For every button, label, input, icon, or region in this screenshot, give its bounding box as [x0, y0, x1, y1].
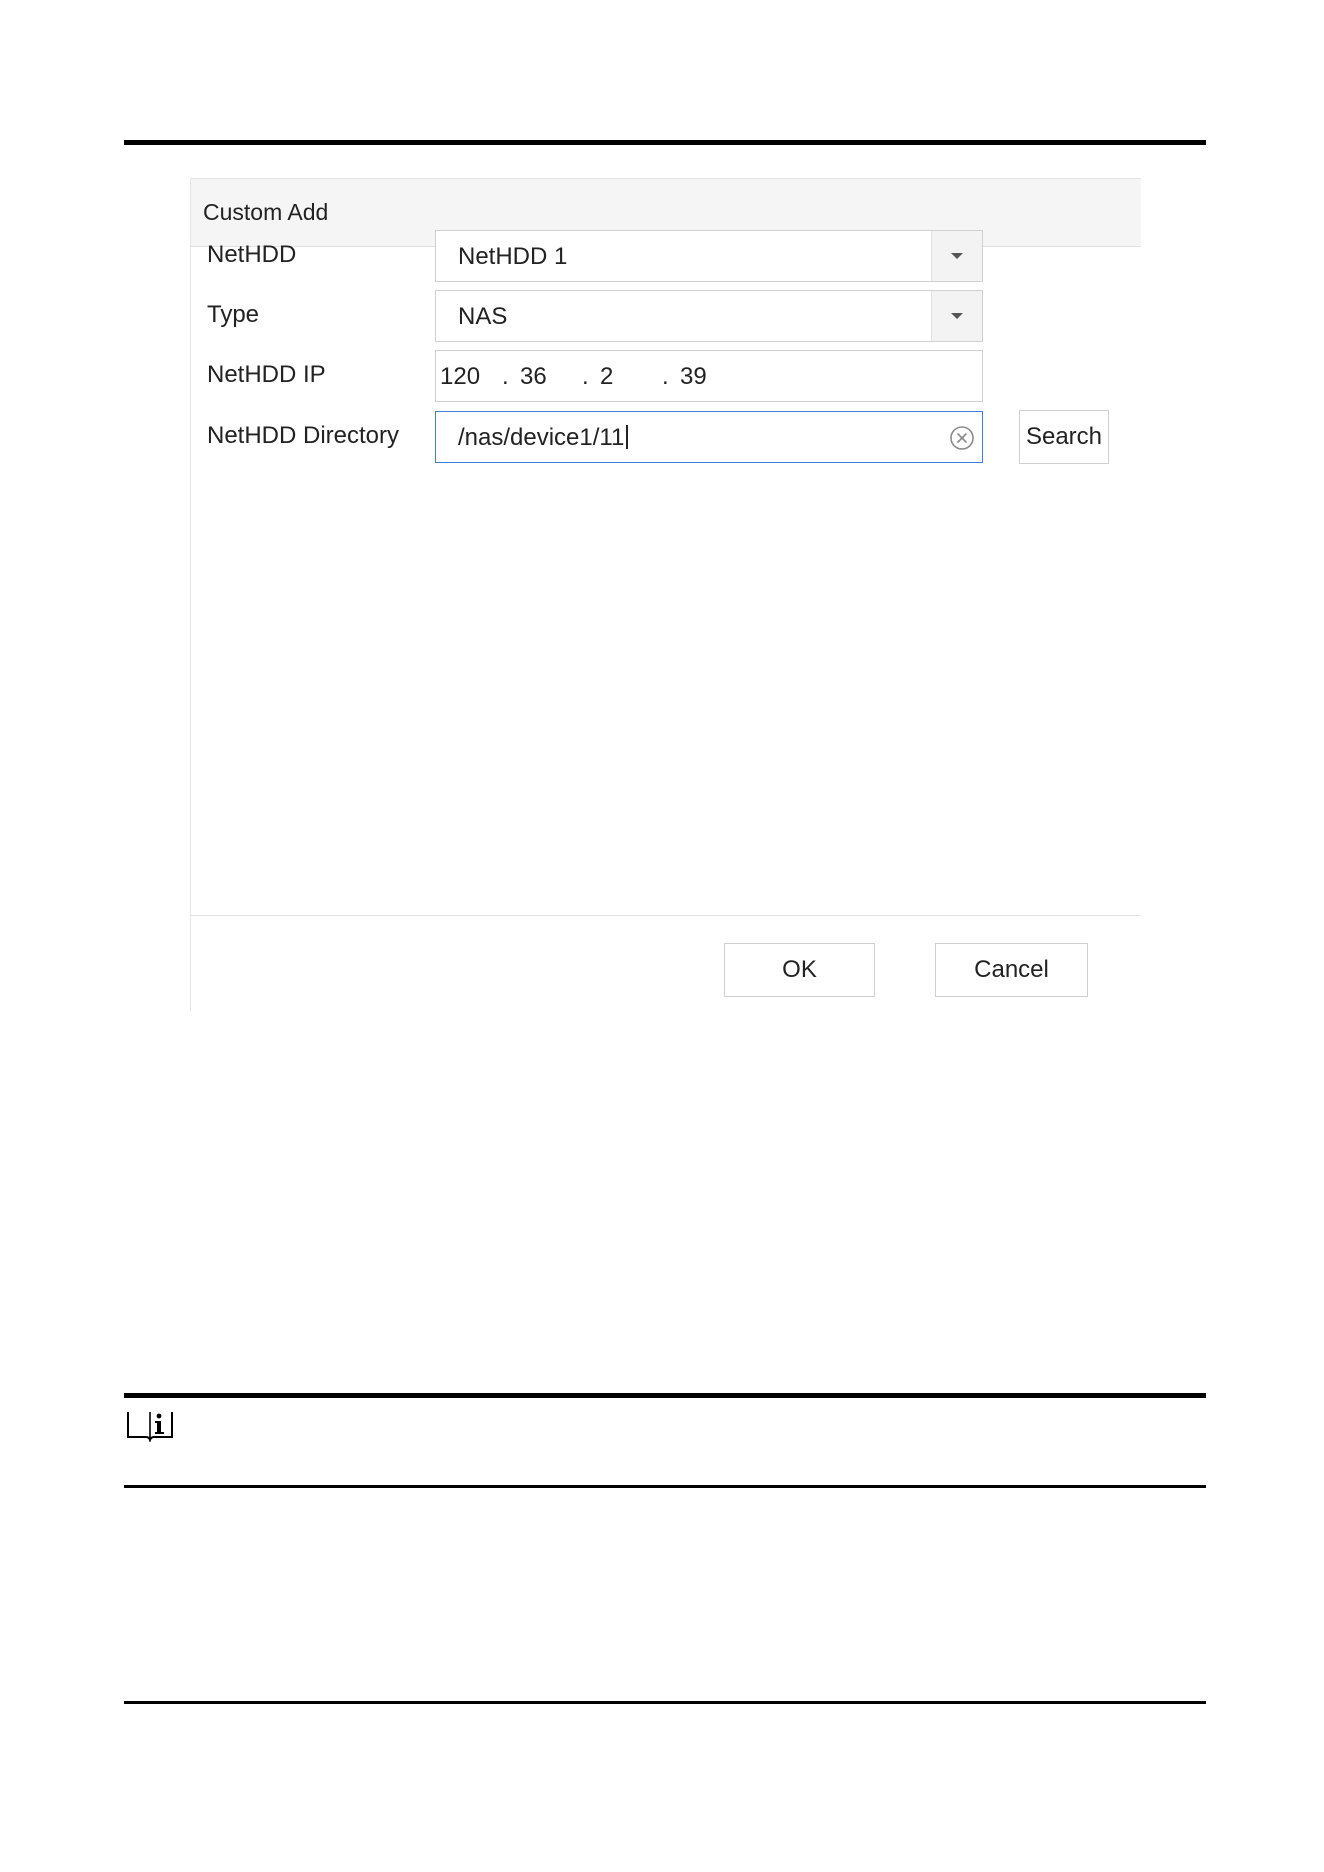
type-value: NAS: [458, 303, 508, 330]
nethdd-dropdown-button[interactable]: [931, 231, 982, 281]
dialog-title: Custom Add: [203, 199, 329, 225]
dialog-footer-divider: [191, 915, 1141, 916]
directory-label: NetHDD Directory: [207, 422, 400, 449]
directory-input[interactable]: [435, 411, 983, 463]
ip-octet-1[interactable]: 120: [440, 363, 481, 390]
search-button[interactable]: Search: [1019, 410, 1109, 464]
nethdd-select[interactable]: [435, 230, 983, 282]
ip-label: NetHDD IP: [207, 361, 326, 388]
info-book-icon: [126, 1406, 174, 1442]
directory-value: [458, 424, 628, 452]
type-dropdown-button[interactable]: [931, 291, 982, 341]
ip-input[interactable]: [435, 350, 983, 402]
ip-separator: .: [662, 363, 669, 390]
top-page-rule: [124, 140, 1206, 145]
nethdd-label: NetHDD: [207, 241, 297, 268]
ip-octet-2[interactable]: 36: [520, 363, 547, 390]
type-label: Type: [207, 301, 260, 328]
ip-separator: .: [502, 363, 509, 390]
chevron-down-icon: [951, 253, 963, 259]
type-select[interactable]: [435, 290, 983, 342]
nethdd-value: NetHDD 1: [458, 243, 568, 270]
custom-add-dialog: [190, 178, 1141, 1011]
bottom-page-rule: [124, 1701, 1206, 1704]
ok-button[interactable]: OK: [724, 943, 875, 997]
clear-circle-icon[interactable]: [948, 424, 976, 452]
text-cursor: [626, 425, 628, 449]
ip-separator: .: [582, 363, 589, 390]
cancel-button[interactable]: Cancel: [935, 943, 1088, 997]
chevron-down-icon: [951, 313, 963, 319]
ip-octet-4[interactable]: 39: [680, 363, 707, 390]
note-top-rule: [124, 1393, 1206, 1398]
note-bottom-rule: [124, 1485, 1206, 1488]
ip-octet-3[interactable]: 2: [600, 363, 614, 390]
directory-text: /nas/device1/11: [458, 424, 625, 451]
